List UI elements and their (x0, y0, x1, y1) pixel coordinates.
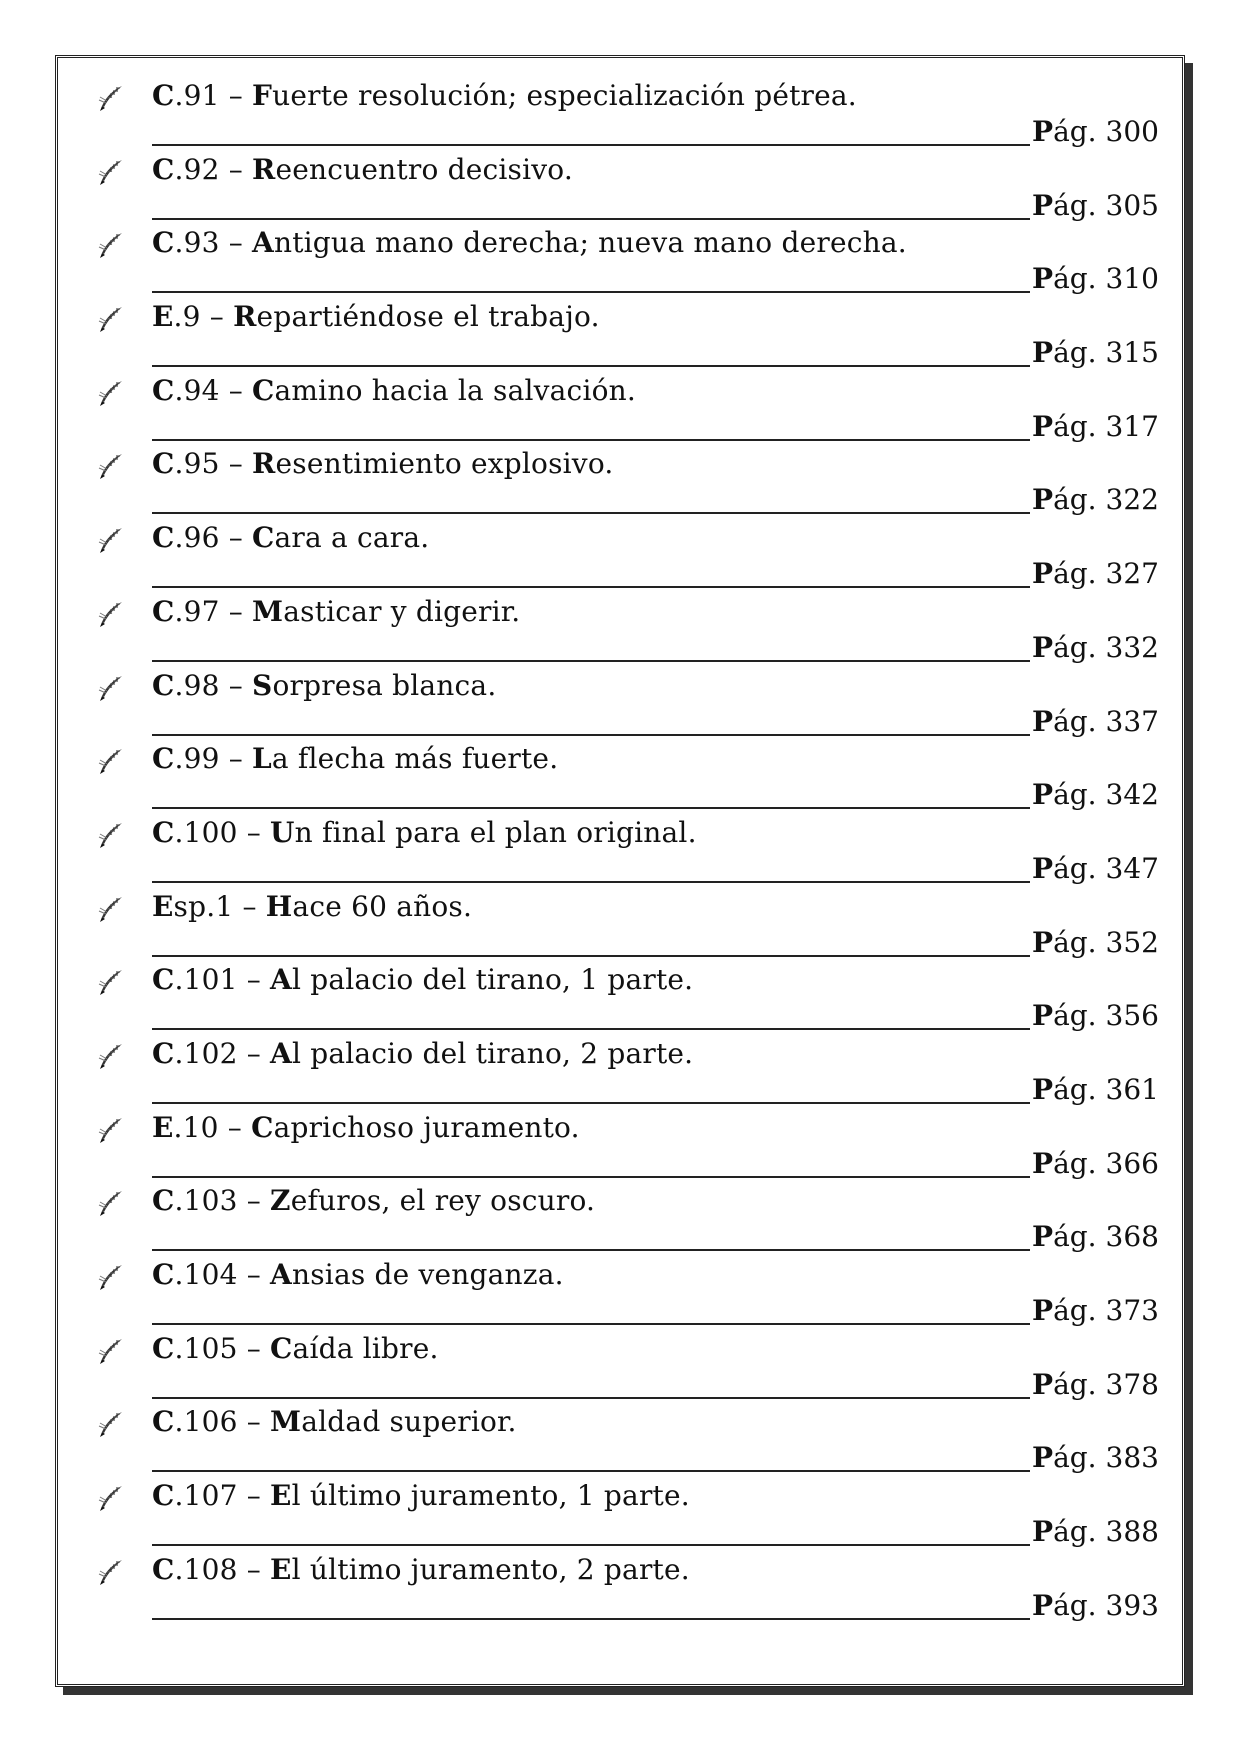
entry-title (152, 813, 697, 853)
entry-code: C (152, 521, 175, 555)
entry-page (1032, 628, 1159, 668)
entry-title-text: aída libre. (292, 1331, 439, 1365)
entry-initial: C (270, 1331, 293, 1365)
table-of-contents (58, 76, 1182, 1623)
toc-entry[interactable] (58, 813, 1182, 887)
page-number: 310 (1105, 262, 1159, 296)
page-label-rest: ág. (1053, 1367, 1097, 1401)
quill-pen-icon (98, 895, 124, 923)
page-label-rest: ág. (1053, 704, 1097, 738)
entry-initial: C (252, 521, 275, 555)
entry-page (1032, 333, 1159, 373)
entry-title (152, 960, 693, 1000)
entry-title (152, 297, 600, 337)
toc-entry[interactable] (58, 444, 1182, 518)
page-number: 361 (1105, 1072, 1159, 1106)
page-label-initial: P (1032, 1146, 1054, 1180)
quill-pen-icon (98, 84, 124, 112)
toc-entry[interactable] (58, 1255, 1182, 1329)
entry-page (1032, 702, 1159, 742)
entry-page (1032, 996, 1159, 1036)
leader-line (152, 586, 1030, 588)
page-label-initial: P (1032, 1072, 1054, 1106)
entry-initial: E (270, 1552, 292, 1586)
entry-number: .104 – (174, 1258, 271, 1291)
entry-page (1032, 1217, 1159, 1257)
entry-code: C (152, 152, 175, 186)
entry-initial: R (252, 152, 276, 186)
page-label-rest: ág. (1053, 1220, 1097, 1254)
toc-entry[interactable] (58, 297, 1182, 371)
entry-title (152, 887, 472, 927)
entry-page (1032, 480, 1159, 520)
toc-entry[interactable] (58, 887, 1182, 961)
entry-code: C (152, 1258, 175, 1291)
page-number: 317 (1105, 409, 1159, 443)
entry-initial: C (252, 373, 275, 407)
entry-title-text: asticar y digerir. (283, 594, 521, 628)
leader-line (152, 1544, 1030, 1546)
entry-title-text: l palacio del tirano, 2 parte. (291, 1036, 694, 1070)
leader-line (152, 1618, 1030, 1620)
entry-title (152, 1181, 595, 1221)
entry-title-text: epartiéndose el trabajo. (256, 300, 600, 334)
page-label-rest: ág. (1053, 483, 1097, 517)
page-number: 378 (1105, 1367, 1159, 1401)
page-number: 337 (1105, 704, 1159, 738)
page-label-rest: ág. (1053, 1441, 1097, 1475)
entry-code: E (152, 1110, 174, 1144)
toc-entry[interactable] (58, 1550, 1182, 1624)
entry-page (1032, 1438, 1159, 1478)
leader-line (152, 734, 1030, 736)
leader-line (152, 144, 1030, 146)
page-label-rest: ág. (1053, 262, 1097, 296)
entry-title (152, 76, 857, 116)
entry-title (152, 1255, 564, 1295)
page-number: 352 (1105, 925, 1159, 959)
entry-title-text: ara a cara. (274, 521, 430, 555)
entry-page (1032, 1512, 1159, 1552)
entry-page (1032, 1365, 1159, 1405)
entry-number: .93 – (174, 226, 253, 260)
entry-title (152, 444, 614, 484)
entry-page (1032, 849, 1159, 889)
page-number: 305 (1105, 188, 1159, 222)
entry-page (1032, 1291, 1159, 1331)
quill-pen-icon (98, 747, 124, 775)
entry-number: .91 – (174, 79, 253, 112)
page-label-rest: ág. (1053, 1146, 1097, 1180)
entry-page (1032, 259, 1159, 299)
entry-code: C (152, 742, 175, 776)
page-label-rest: ág. (1053, 778, 1097, 812)
quill-pen-icon (98, 821, 124, 849)
page-number: 373 (1105, 1294, 1159, 1327)
entry-title-text: n final para el plan original. (294, 815, 697, 849)
entry-code: C (152, 1479, 175, 1513)
page-label-initial: P (1032, 409, 1054, 443)
quill-pen-icon (98, 158, 124, 186)
page-label-initial: P (1032, 778, 1054, 812)
entry-number: sp.1 – (173, 889, 266, 923)
page-label-initial: P (1032, 999, 1054, 1033)
entry-initial: S (252, 668, 273, 702)
toc-entry[interactable] (58, 76, 1182, 150)
entry-number: .10 – (173, 1110, 252, 1144)
page-number: 356 (1105, 999, 1159, 1033)
entry-number: .105 – (174, 1331, 271, 1365)
entry-title (152, 1550, 690, 1590)
leader-line (152, 1249, 1030, 1251)
entry-title (152, 739, 558, 779)
page-label-rest: ág. (1053, 409, 1097, 443)
quill-pen-icon (98, 1116, 124, 1144)
entry-code: C (152, 963, 175, 997)
entry-title-text: uerte resolución; especialización pétrea. (272, 79, 857, 112)
leader-line (152, 660, 1030, 662)
page-label-initial: P (1032, 1441, 1054, 1475)
leader-line (152, 1323, 1030, 1325)
page-label-rest: ág. (1053, 851, 1097, 885)
page-label-rest: ág. (1053, 630, 1097, 664)
leader-line (152, 218, 1030, 220)
entry-title (152, 1476, 690, 1516)
quill-pen-icon (98, 452, 124, 480)
toc-entry[interactable] (58, 1108, 1182, 1182)
entry-number: .106 – (174, 1405, 271, 1439)
page-number: 327 (1105, 557, 1159, 591)
quill-pen-icon (98, 1337, 124, 1365)
quill-pen-icon (98, 1410, 124, 1438)
entry-initial: R (233, 300, 257, 334)
entry-title-text: ace 60 años. (292, 889, 473, 923)
page-label-initial: P (1032, 115, 1054, 148)
entry-code: C (152, 1036, 175, 1070)
entry-title-text: l palacio del tirano, 1 parte. (291, 963, 694, 997)
entry-page (1032, 407, 1159, 447)
entry-page (1032, 1144, 1159, 1184)
entry-code: E (152, 300, 174, 334)
leader-line (152, 1102, 1030, 1104)
entry-code: C (152, 1405, 175, 1439)
quill-pen-icon (98, 379, 124, 407)
entry-page (1032, 1586, 1159, 1626)
page-number: 383 (1105, 1441, 1159, 1475)
entry-code: C (152, 1184, 175, 1218)
entry-code: C (152, 668, 175, 702)
quill-pen-icon (98, 231, 124, 259)
page-label-rest: ág. (1053, 1515, 1097, 1549)
entry-initial: U (270, 815, 295, 849)
quill-pen-icon (98, 1042, 124, 1070)
page-label-initial: P (1032, 925, 1054, 959)
page-label-initial: P (1032, 1367, 1054, 1401)
page-number: 368 (1105, 1220, 1159, 1254)
entry-title-text: efuros, el rey oscuro. (290, 1184, 596, 1218)
entry-title (152, 1402, 517, 1442)
toc-entry[interactable] (58, 1034, 1182, 1108)
page-number: 393 (1105, 1588, 1159, 1622)
page-label-rest: ág. (1053, 1294, 1097, 1327)
page-label-rest: ág. (1053, 336, 1097, 370)
entry-code: C (152, 1552, 175, 1586)
leader-line (152, 439, 1030, 441)
entry-title (152, 518, 429, 558)
entry-page (1032, 923, 1159, 963)
entry-title-text: eencuentro decisivo. (275, 152, 573, 186)
entry-title (152, 592, 520, 632)
page-label-initial: P (1032, 557, 1054, 591)
entry-title (152, 1329, 439, 1369)
entry-title-text: amino hacia la salvación. (274, 373, 636, 407)
entry-code: C (152, 447, 175, 481)
page-label-initial: P (1032, 1294, 1054, 1327)
entry-number: .100 – (174, 815, 271, 849)
entry-title-text: l último juramento, 1 parte. (291, 1479, 690, 1513)
entry-code: C (152, 373, 175, 407)
entry-title (152, 150, 573, 190)
page-label-initial: P (1032, 1588, 1054, 1622)
entry-number: .92 – (174, 152, 253, 186)
entry-initial: H (265, 889, 293, 923)
entry-code: C (152, 815, 175, 849)
toc-entry[interactable] (58, 1476, 1182, 1550)
entry-initial: A (270, 1258, 292, 1291)
quill-pen-icon (98, 526, 124, 554)
entry-code: C (152, 1331, 175, 1365)
quill-pen-icon (98, 1484, 124, 1512)
entry-title (152, 666, 496, 706)
entry-title-text: ntigua mano derecha; nueva mano derecha. (273, 226, 907, 260)
page-label-initial: P (1032, 704, 1054, 738)
quill-pen-icon (98, 305, 124, 333)
page-number: 347 (1105, 851, 1159, 885)
page-label-initial: P (1032, 1220, 1054, 1254)
page-label-initial: P (1032, 188, 1054, 222)
page-label-rest: ág. (1053, 999, 1097, 1033)
leader-line (152, 365, 1030, 367)
page-label-initial: P (1032, 630, 1054, 664)
entry-initial: A (270, 963, 292, 997)
page-label-rest: ág. (1053, 925, 1097, 959)
entry-title-text: l último juramento, 2 parte. (291, 1552, 690, 1586)
toc-entry[interactable] (58, 1402, 1182, 1476)
toc-entry[interactable] (58, 1181, 1182, 1255)
entry-title (152, 371, 636, 411)
entry-page (1032, 186, 1159, 226)
leader-line (152, 807, 1030, 809)
entry-code: E (152, 889, 174, 923)
leader-line (152, 1470, 1030, 1472)
toc-entry[interactable] (58, 960, 1182, 1034)
entry-initial: E (270, 1479, 292, 1513)
entry-number: .96 – (174, 521, 253, 555)
entry-initial: R (252, 447, 276, 481)
entry-page (1032, 1070, 1159, 1110)
quill-pen-icon (98, 968, 124, 996)
page-number: 342 (1105, 778, 1159, 812)
leader-line (152, 291, 1030, 293)
entry-initial: Z (270, 1184, 291, 1218)
page-label-initial: P (1032, 851, 1054, 885)
toc-entry[interactable] (58, 1329, 1182, 1403)
leader-line (152, 1028, 1030, 1030)
page-label-rest: ág. (1053, 557, 1097, 591)
page-number: 322 (1105, 483, 1159, 517)
entry-number: .103 – (174, 1184, 271, 1218)
entry-title (152, 1108, 580, 1148)
entry-title (152, 223, 907, 263)
entry-title-text: esentimiento explosivo. (275, 447, 614, 481)
quill-pen-icon (98, 1189, 124, 1217)
entry-title (152, 1034, 693, 1074)
page-label-initial: P (1032, 336, 1054, 370)
entry-number: .99 – (174, 742, 253, 776)
quill-pen-icon (98, 674, 124, 702)
entry-number: .9 – (173, 300, 234, 334)
toc-entry[interactable] (58, 739, 1182, 813)
toc-entry[interactable] (58, 223, 1182, 297)
entry-number: .95 – (174, 447, 253, 481)
entry-initial: F (252, 79, 273, 112)
entry-title-text: nsias de venganza. (291, 1258, 564, 1291)
entry-code: C (152, 79, 175, 112)
entry-initial: M (252, 594, 284, 628)
entry-number: .102 – (174, 1036, 271, 1070)
page-label-initial: P (1032, 1515, 1054, 1549)
entry-initial: A (252, 226, 274, 260)
entry-title-text: aprichoso juramento. (273, 1110, 580, 1144)
entry-number: .94 – (174, 373, 253, 407)
page-label-rest: ág. (1053, 188, 1097, 222)
entry-page (1032, 775, 1159, 815)
entry-initial: C (251, 1110, 274, 1144)
page-number: 388 (1105, 1515, 1159, 1549)
toc-entry[interactable] (58, 150, 1182, 224)
leader-line (152, 881, 1030, 883)
page-label-rest: ág. (1053, 1072, 1097, 1106)
page-number: 332 (1105, 630, 1159, 664)
toc-entry[interactable] (58, 371, 1182, 445)
page-label-initial: P (1032, 483, 1054, 517)
leader-line (152, 1397, 1030, 1399)
quill-pen-icon (98, 1558, 124, 1586)
page-number: 366 (1105, 1146, 1159, 1180)
entry-title-text: orpresa blanca. (272, 668, 497, 702)
toc-entry[interactable] (58, 518, 1182, 592)
entry-number: .98 – (174, 668, 253, 702)
entry-initial: M (270, 1405, 302, 1439)
entry-number: .101 – (174, 963, 271, 997)
entry-code: C (152, 594, 175, 628)
entry-page (1032, 112, 1159, 152)
entry-title-text: aldad superior. (301, 1405, 517, 1439)
entry-page (1032, 554, 1159, 594)
entry-title-text: a flecha más fuerte. (271, 742, 559, 776)
leader-line (152, 955, 1030, 957)
entry-number: .107 – (174, 1479, 271, 1513)
page-label-rest: ág. (1053, 1588, 1097, 1622)
quill-pen-icon (98, 1263, 124, 1291)
quill-pen-icon (98, 600, 124, 628)
entry-initial: L (252, 742, 272, 776)
entry-initial: A (270, 1036, 292, 1070)
page-number: 300 (1105, 115, 1159, 148)
page-frame (55, 55, 1185, 1687)
leader-line (152, 1176, 1030, 1178)
toc-entry[interactable] (58, 592, 1182, 666)
leader-line (152, 512, 1030, 514)
page-number: 315 (1105, 336, 1159, 370)
toc-entry[interactable] (58, 666, 1182, 740)
page-label-initial: P (1032, 262, 1054, 296)
entry-code: C (152, 226, 175, 260)
page-label-rest: ág. (1053, 115, 1097, 148)
entry-number: .97 – (174, 594, 253, 628)
entry-number: .108 – (174, 1552, 271, 1586)
